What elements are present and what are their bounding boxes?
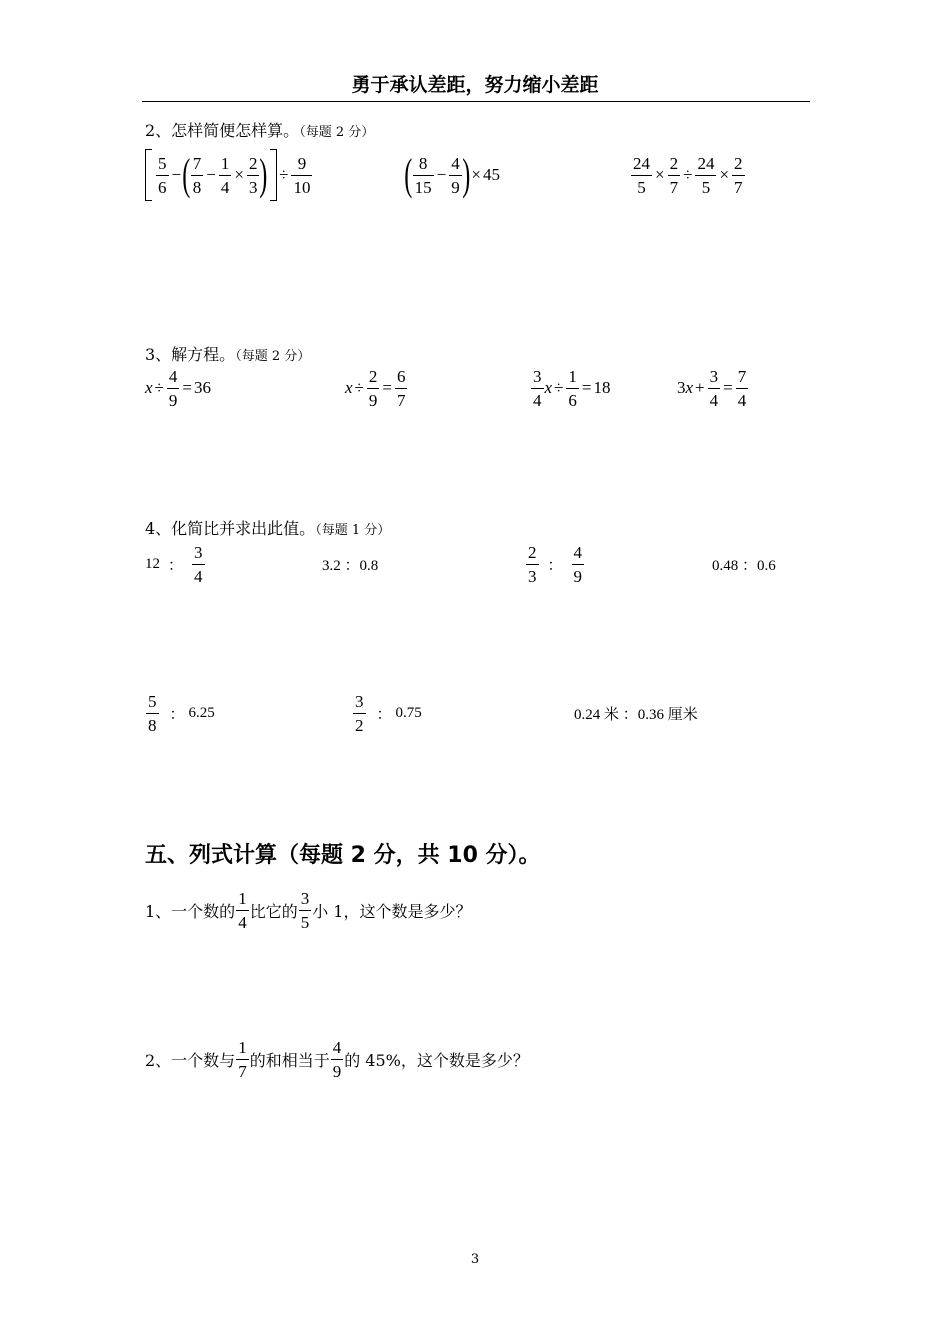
fraction: $\frac{4}{9}$ [573, 542, 583, 586]
fraction: $\frac{7}{8}$ [192, 153, 202, 197]
fraction: $\frac{2}{7}$ [734, 153, 743, 197]
q2-note: （每题 2 分） [299, 125, 375, 140]
section-5-title: 五、列式计算（每题 2 分，共 10 分）。 [145, 843, 541, 868]
right-paren: ) [462, 150, 471, 199]
page-number: 3 [470, 1252, 480, 1267]
q4-ratio-4: 0.48 ：0.6 [712, 557, 776, 574]
q2-expression-3: $\frac{24}{5}$ × $\frac{2}{7}$ ÷ $\frac{24}{5}$ × $\frac{2}{7}$ [633, 153, 743, 197]
q4-title [145, 516, 390, 539]
fraction: $\frac{1}{4}$ [220, 153, 230, 197]
q2-expression-1: $\frac{5}{6}$ − ( $\frac{7}{8}$ − $\frac{1}{4}$ × $\frac{2}{3}$ ) ÷ $\frac{9}{10}$ [145, 148, 313, 202]
fraction: $\frac{6}{7}$ [396, 366, 406, 410]
q2-title [145, 118, 374, 141]
left-paren: ( [404, 150, 413, 199]
fraction: $\frac{24}{5}$ [633, 153, 650, 197]
fraction: $\frac{3}{4}$ [709, 366, 719, 410]
fraction: $\frac{9}{10}$ [293, 153, 311, 197]
section-5-question-1: 1、一个数的 $\frac{1}{4}$ 比它的 $\frac{3}{5}$ 小 1，这个数是多少？ [145, 888, 472, 932]
fraction: $\frac{4}{9}$ [451, 153, 460, 197]
q4-title-text: 4、化简比并求出此值。 [145, 519, 316, 538]
q4-ratio-3: $\frac{2}{3}$ ： $\frac{4}{9}$ [528, 542, 583, 586]
section-5-question-2: 2、一个数与 $\frac{1}{7}$ 的和相当于 $\frac{4}{9}$ 的 45%，这个数是多少？ [145, 1037, 529, 1081]
q4-ratio-7: 0.24 米 ：0.36 厘米 [574, 706, 698, 723]
fraction: $\frac{2}{3}$ [248, 153, 258, 197]
fraction: $\frac{2}{3}$ [528, 542, 537, 586]
fraction: $\frac{3}{4}$ [194, 542, 203, 586]
q3-title [145, 342, 310, 365]
fraction: $\frac{3}{4}$ [533, 366, 542, 410]
q3-equation-1: x ÷ $\frac{4}{9}$ = 36 [145, 366, 211, 410]
q4-ratio-2: 3.2 ：0.8 [322, 557, 379, 574]
q3-equation-3: $\frac{3}{4}$ x ÷ $\frac{1}{6}$ = 18 [533, 366, 611, 410]
fraction: $\frac{2}{7}$ [669, 153, 679, 197]
q4-note: （每题 1 分） [315, 523, 391, 538]
right-bracket [270, 149, 277, 201]
fraction: $\frac{7}{4}$ [737, 366, 747, 410]
fraction: $\frac{1}{7}$ [238, 1037, 247, 1081]
right-paren: ) [259, 150, 268, 199]
fraction: $\frac{3}{5}$ [300, 888, 310, 932]
left-bracket [145, 149, 152, 201]
fraction: $\frac{5}{8}$ [148, 691, 157, 735]
fraction: $\frac{8}{15}$ [414, 153, 432, 197]
q2-expression-2: ( $\frac{8}{15}$ − $\frac{4}{9}$ ) × 45 [404, 150, 500, 199]
fraction: $\frac{1}{4}$ [238, 888, 247, 932]
header-divider [142, 101, 810, 102]
q4-ratio-6: $\frac{3}{2}$ ： 0.75 [355, 691, 422, 735]
page-header-title: 勇于承认差距，努力缩小差距 [351, 74, 599, 96]
fraction: $\frac{24}{5}$ [697, 153, 715, 197]
q4-ratio-1: 12 ： $\frac{3}{4}$ [145, 542, 203, 586]
fraction: $\frac{2}{9}$ [368, 366, 378, 410]
fraction: $\frac{4}{9}$ [332, 1037, 342, 1081]
q3-equation-2: x ÷ $\frac{2}{9}$ = $\frac{6}{7}$ [345, 366, 406, 410]
fraction: $\frac{4}{9}$ [168, 366, 178, 410]
fraction: $\frac{5}{6}$ [158, 153, 167, 197]
q4-ratio-5: $\frac{5}{8}$ ： 6.25 [148, 691, 215, 735]
left-paren: ( [182, 150, 191, 199]
q3-note: （每题 2 分） [235, 349, 311, 364]
q3-equation-4: 3 x + $\frac{3}{4}$ = $\frac{7}{4}$ [677, 366, 747, 410]
fraction: $\frac{1}{6}$ [568, 366, 577, 410]
q2-title-text: 2、怎样简便怎样算。 [145, 121, 300, 140]
q3-title-text: 3、解方程。 [145, 345, 236, 364]
fraction: $\frac{3}{2}$ [355, 691, 364, 735]
